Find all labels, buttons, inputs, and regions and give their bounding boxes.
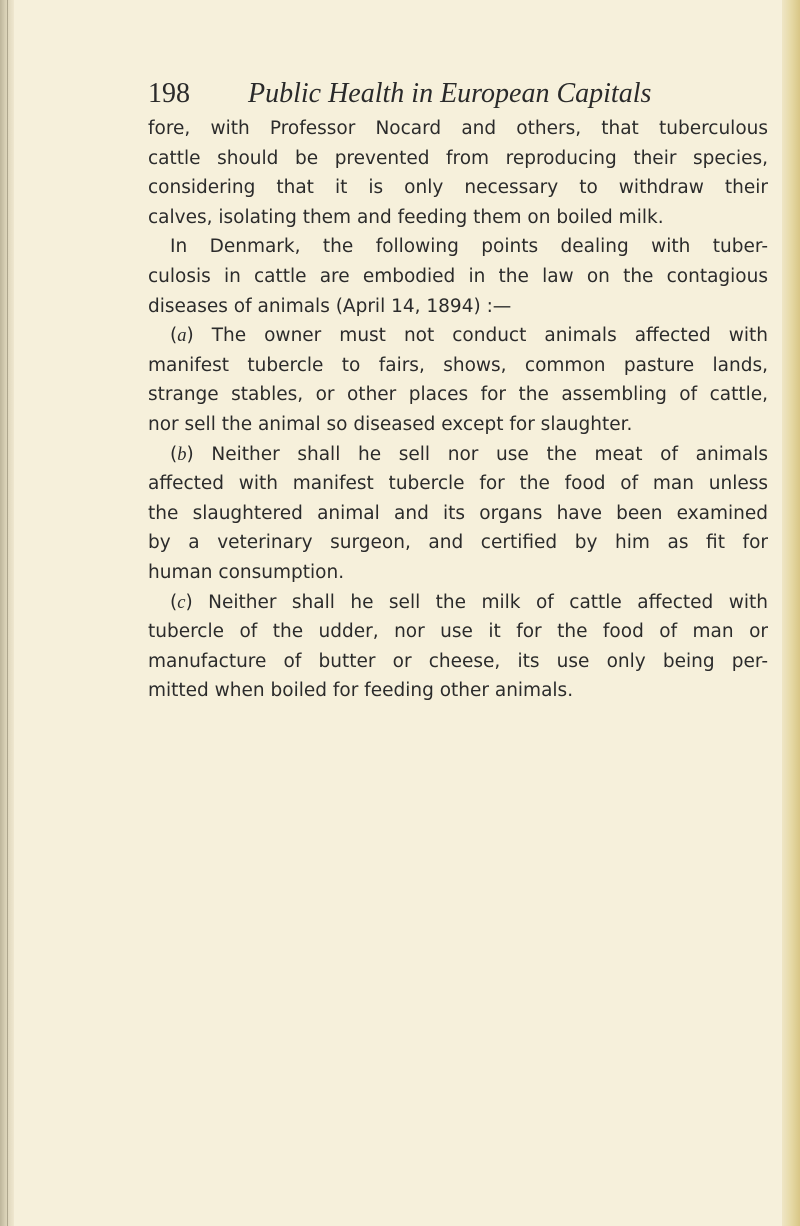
clause-label-a: a [177, 326, 187, 347]
text-line: manifest tubercle to fairs, shows, common pasture lands, [148, 354, 768, 376]
text-line: In Denmark, the following points dealing with tuber- [170, 236, 768, 258]
text-line: calves, isolating them and feeding them on boiled milk. [148, 206, 664, 228]
text-line: tubercle of the udder, nor use it for the food of man or [148, 621, 768, 643]
running-title: Public Health in European Capitals [248, 78, 652, 109]
text-line: fore, with Professor Nocard and others, that tuberculous [148, 118, 768, 139]
text-line: strange stables, or other places for the assembling of cattle, [148, 384, 768, 406]
text-fragment: The owner must not conduct animals affected with [193, 325, 768, 347]
binding-line [7, 0, 8, 1226]
text-line: diseases of animals (April 14, 1894) :— [148, 295, 512, 317]
page-number: 198 [148, 78, 190, 109]
text-fragment: Neither shall he sell the milk of cattle affected with [192, 591, 768, 613]
text-line: considering that it is only necessary to withdraw their [148, 177, 768, 199]
clause-label-c: c [177, 592, 186, 613]
text-line: cattle should be prevented from reproducing their species, [148, 147, 768, 169]
text-line: nor sell the animal so diseased except for slaughter. [148, 413, 633, 435]
clause-c-first-line: (c) Neither shall he sell the milk of cattle affected with [170, 591, 768, 613]
clause-label-b: b [177, 444, 187, 465]
text-line: mitted when boiled for feeding other animals. [148, 680, 574, 702]
page-binding-edge [0, 0, 14, 1226]
body-text [148, 114, 768, 706]
text-line: human consumption. [148, 561, 345, 583]
clause-b-first-line: (b) Neither shall he sell nor use the meat of animals [170, 443, 768, 465]
text-fragment: Neither shall he sell nor use the meat of animals [193, 443, 768, 465]
text-line: the slaughtered animal and its organs have been examined [148, 502, 768, 524]
text-line: affected with manifest tubercle for the food of man unless [148, 473, 768, 495]
text-line: by a veterinary surgeon, and certified by him as fit for [148, 532, 768, 554]
text-line: culosis in cattle are embodied in the law on the contagious [148, 265, 768, 287]
page-right-edge [782, 0, 800, 1226]
clause-a-first-line: (a) The owner must not conduct animals affected with [170, 325, 768, 347]
page-header [148, 74, 708, 114]
text-line: manufacture of butter or cheese, its use only being per- [148, 650, 768, 672]
